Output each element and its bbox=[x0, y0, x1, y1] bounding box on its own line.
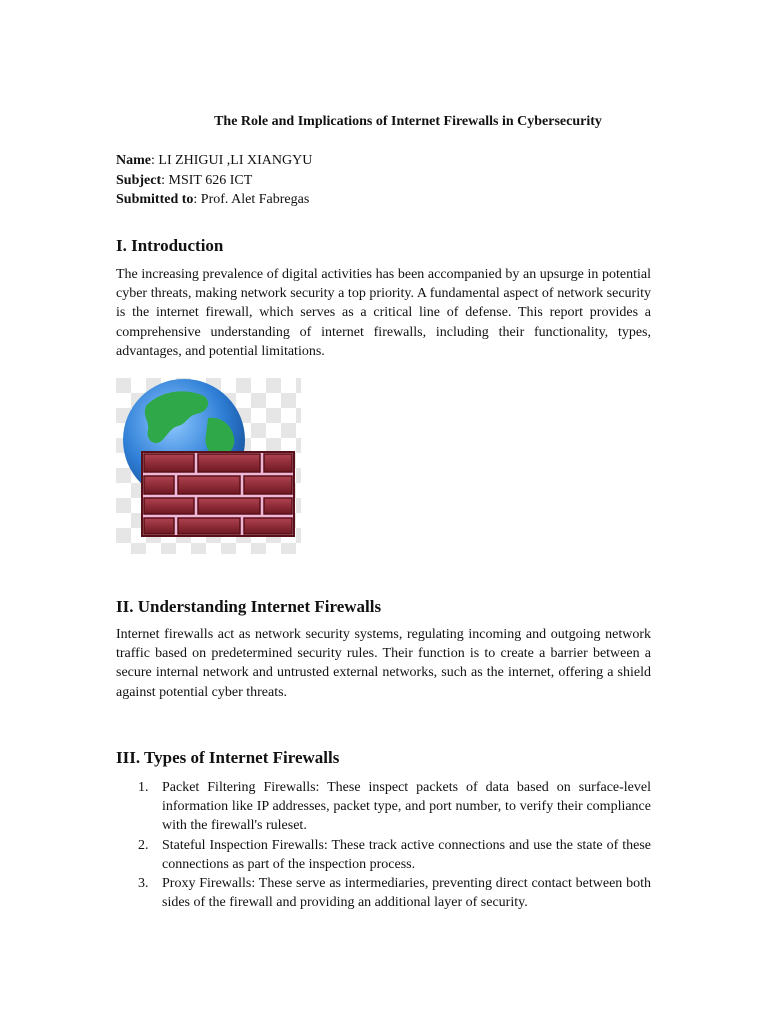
list-item-number: 3. bbox=[138, 876, 149, 892]
section-body-introduction: The increasing prevalence of digital activities has been accompanied by an upsurge in potential cyber threats, making network security a top priority. A fundamental aspect of network security is the internet firewall, which serves as a critical line of defense. This report provides a comprehensive understanding of internet firewalls, including their functionality, types, advantages, and potential limitations. bbox=[116, 267, 651, 359]
list-item-number: 1. bbox=[138, 780, 149, 795]
section-heading-introduction: I. Introduction bbox=[116, 236, 224, 255]
meta-name bbox=[116, 151, 312, 171]
list-item-text: Stateful Inspection Firewalls: These track active connections and use the state of these connections as part of the inspection process. bbox=[162, 837, 651, 872]
globe-firewall-icon bbox=[116, 378, 301, 554]
list-item bbox=[116, 778, 651, 836]
meta-submitted-value: : Prof. Alet Fabregas bbox=[193, 192, 310, 207]
list-item-text: Packet Filtering Firewalls: These inspect packets of data based on surface-level information like IP addresses, packet type, and port number, to verify their compliance with the firewall's ruleset. bbox=[162, 780, 651, 834]
document-title: The Role and Implications of Internet Firewalls in Cybersecurity bbox=[214, 114, 602, 129]
firewall-figure bbox=[116, 378, 301, 554]
section-heading-understanding: II. Understanding Internet Firewalls bbox=[116, 597, 382, 616]
list-item-text: Proxy Firewalls: These serve as intermediaries, preventing direct contact between both sides of the firewall and providing an additional layer of security. bbox=[162, 876, 651, 911]
meta-subject bbox=[116, 171, 312, 191]
types-list bbox=[116, 778, 651, 912]
meta-submitted-label: Submitted to bbox=[116, 192, 194, 207]
list-item-number: 2. bbox=[138, 837, 149, 853]
meta-subject-value: : MSIT 626 ICT bbox=[161, 172, 253, 188]
list-item bbox=[116, 836, 651, 874]
section-heading-types: III. Types of Internet Firewalls bbox=[116, 748, 340, 767]
meta-name-value: : LI ZHIGUI ,LI XIANGYU bbox=[151, 153, 313, 168]
meta-subject-label: Subject bbox=[116, 172, 162, 188]
document-meta bbox=[116, 151, 312, 210]
section-body-understanding: Internet firewalls act as network security systems, regulating incoming and outgoing network traffic based on predetermined security rules. Their function is to create a barrier between a secure internal network and untrusted external networks, such as the internet, offering a shield against potential cyber threats. bbox=[116, 627, 651, 700]
meta-name-label: Name bbox=[116, 153, 151, 168]
meta-submitted bbox=[116, 190, 312, 210]
list-item bbox=[116, 874, 651, 912]
